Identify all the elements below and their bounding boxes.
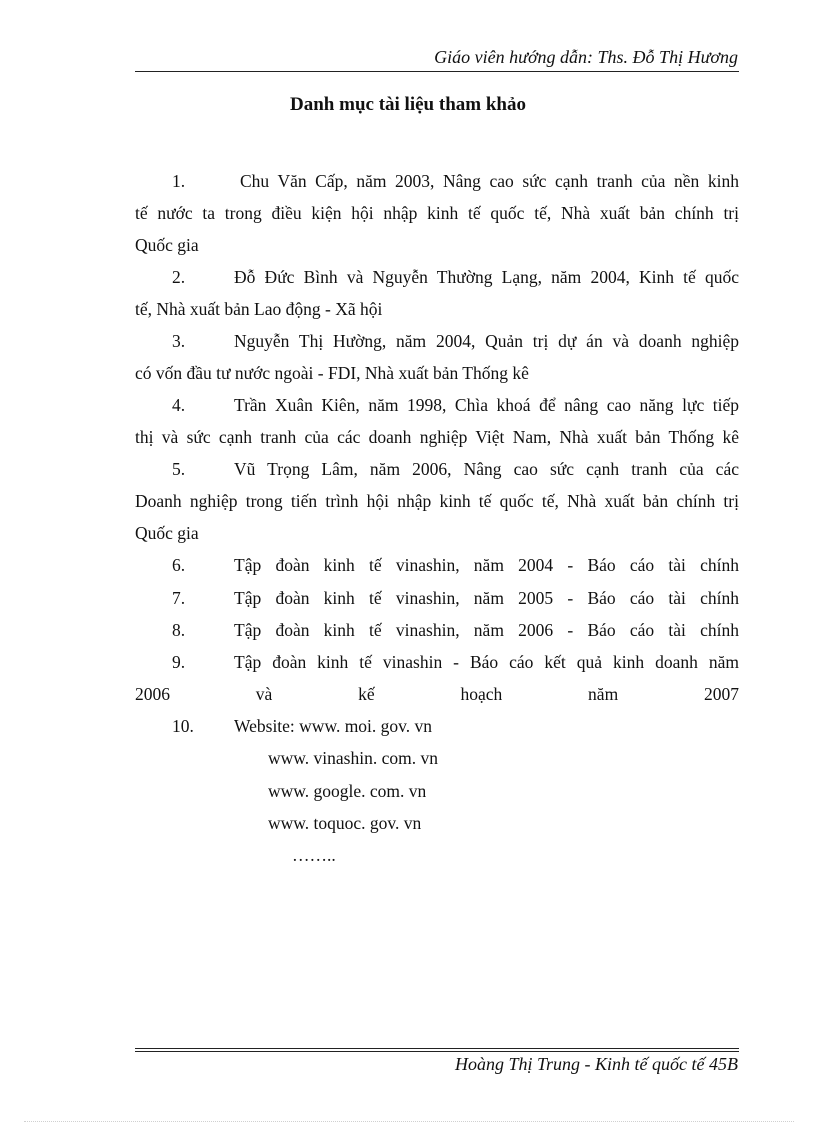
reference-number-5: 5. <box>172 459 186 479</box>
reference-1-line-3: Quốc gia <box>135 235 199 255</box>
reference-number-3: 3. <box>172 331 186 351</box>
reference-6-line-1: Tập đoàn kinh tế vinashin, năm 2004 - Báo cáo tài chính <box>234 555 739 575</box>
reference-number-10: 10. <box>172 716 194 736</box>
reference-2-line-2: tế, Nhà xuất bản Lao động - Xã hội <box>135 299 383 319</box>
website-vinashin: www. vinashin. com. vn <box>268 748 438 768</box>
page-title: Danh mục tài liệu tham khảo <box>290 94 526 115</box>
reference-number-2: 2. <box>172 267 186 287</box>
header-supervisor: Giáo viên hướng dẫn: Ths. Đỗ Thị Hương <box>434 47 738 67</box>
header-rule <box>135 71 739 72</box>
footer-rule-bottom <box>135 1051 739 1052</box>
reference-1-line-2: tế nước ta trong điều kiện hội nhập kinh tế quốc tế, Nhà xuất bản chính trị <box>135 203 739 223</box>
reference-8-line-1: Tập đoàn kinh tế vinashin, năm 2006 - Báo cáo tài chính <box>234 620 739 640</box>
reference-3-line-1: Nguyễn Thị Hường, năm 2004, Quản trị dự án và doanh nghiệp <box>234 331 739 351</box>
reference-5-line-2: Doanh nghiệp trong tiến trình hội nhập kinh tế quốc tế, Nhà xuất bản chính trị <box>135 491 739 511</box>
reference-number-1: 1. <box>172 171 186 191</box>
reference-number-9: 9. <box>172 652 186 672</box>
reference-9-line-1: Tập đoàn kinh tế vinashin - Báo cáo kết quả kinh doanh năm <box>234 652 739 672</box>
reference-7-line-1: Tập đoàn kinh tế vinashin, năm 2005 - Báo cáo tài chính <box>234 588 739 608</box>
reference-5-line-1: Vũ Trọng Lâm, năm 2006, Nâng cao sức cạnh tranh của các <box>234 459 739 479</box>
reference-number-4: 4. <box>172 395 186 415</box>
footer-rule-top <box>135 1048 739 1049</box>
reference-4-line-2: thị và sức cạnh tranh của các doanh nghiệp Việt Nam, Nhà xuất bản Thống kê <box>135 427 739 447</box>
footer-author: Hoàng Thị Trung - Kinh tế quốc tế 45B <box>455 1054 738 1074</box>
reference-1-line-1: Chu Văn Cấp, năm 2003, Nâng cao sức cạnh tranh của nền kinh <box>240 171 739 191</box>
reference-4-line-1: Trần Xuân Kiên, năm 1998, Chìa khoá để nâng cao năng lực tiếp <box>234 395 739 415</box>
reference-2-line-1: Đỗ Đức Bình và Nguyễn Thường Lạng, năm 2004, Kinh tế quốc <box>234 267 739 287</box>
website-google: www. google. com. vn <box>268 781 427 801</box>
website-toquoc: www. toquoc. gov. vn <box>268 813 422 833</box>
reference-number-8: 8. <box>172 620 186 640</box>
list-ellipsis: …….. <box>292 845 336 865</box>
reference-5-line-3: Quốc gia <box>135 523 199 543</box>
page-edge <box>24 1121 794 1122</box>
reference-number-7: 7. <box>172 588 186 608</box>
reference-10-website-label: Website: www. moi. gov. vn <box>234 716 433 736</box>
reference-3-line-2: có vốn đầu tư nước ngoài - FDI, Nhà xuất bản Thống kê <box>135 363 529 383</box>
reference-number-6: 6. <box>172 555 186 575</box>
reference-9-line-2: 2006 và kế hoạch năm 2007 <box>135 684 739 704</box>
